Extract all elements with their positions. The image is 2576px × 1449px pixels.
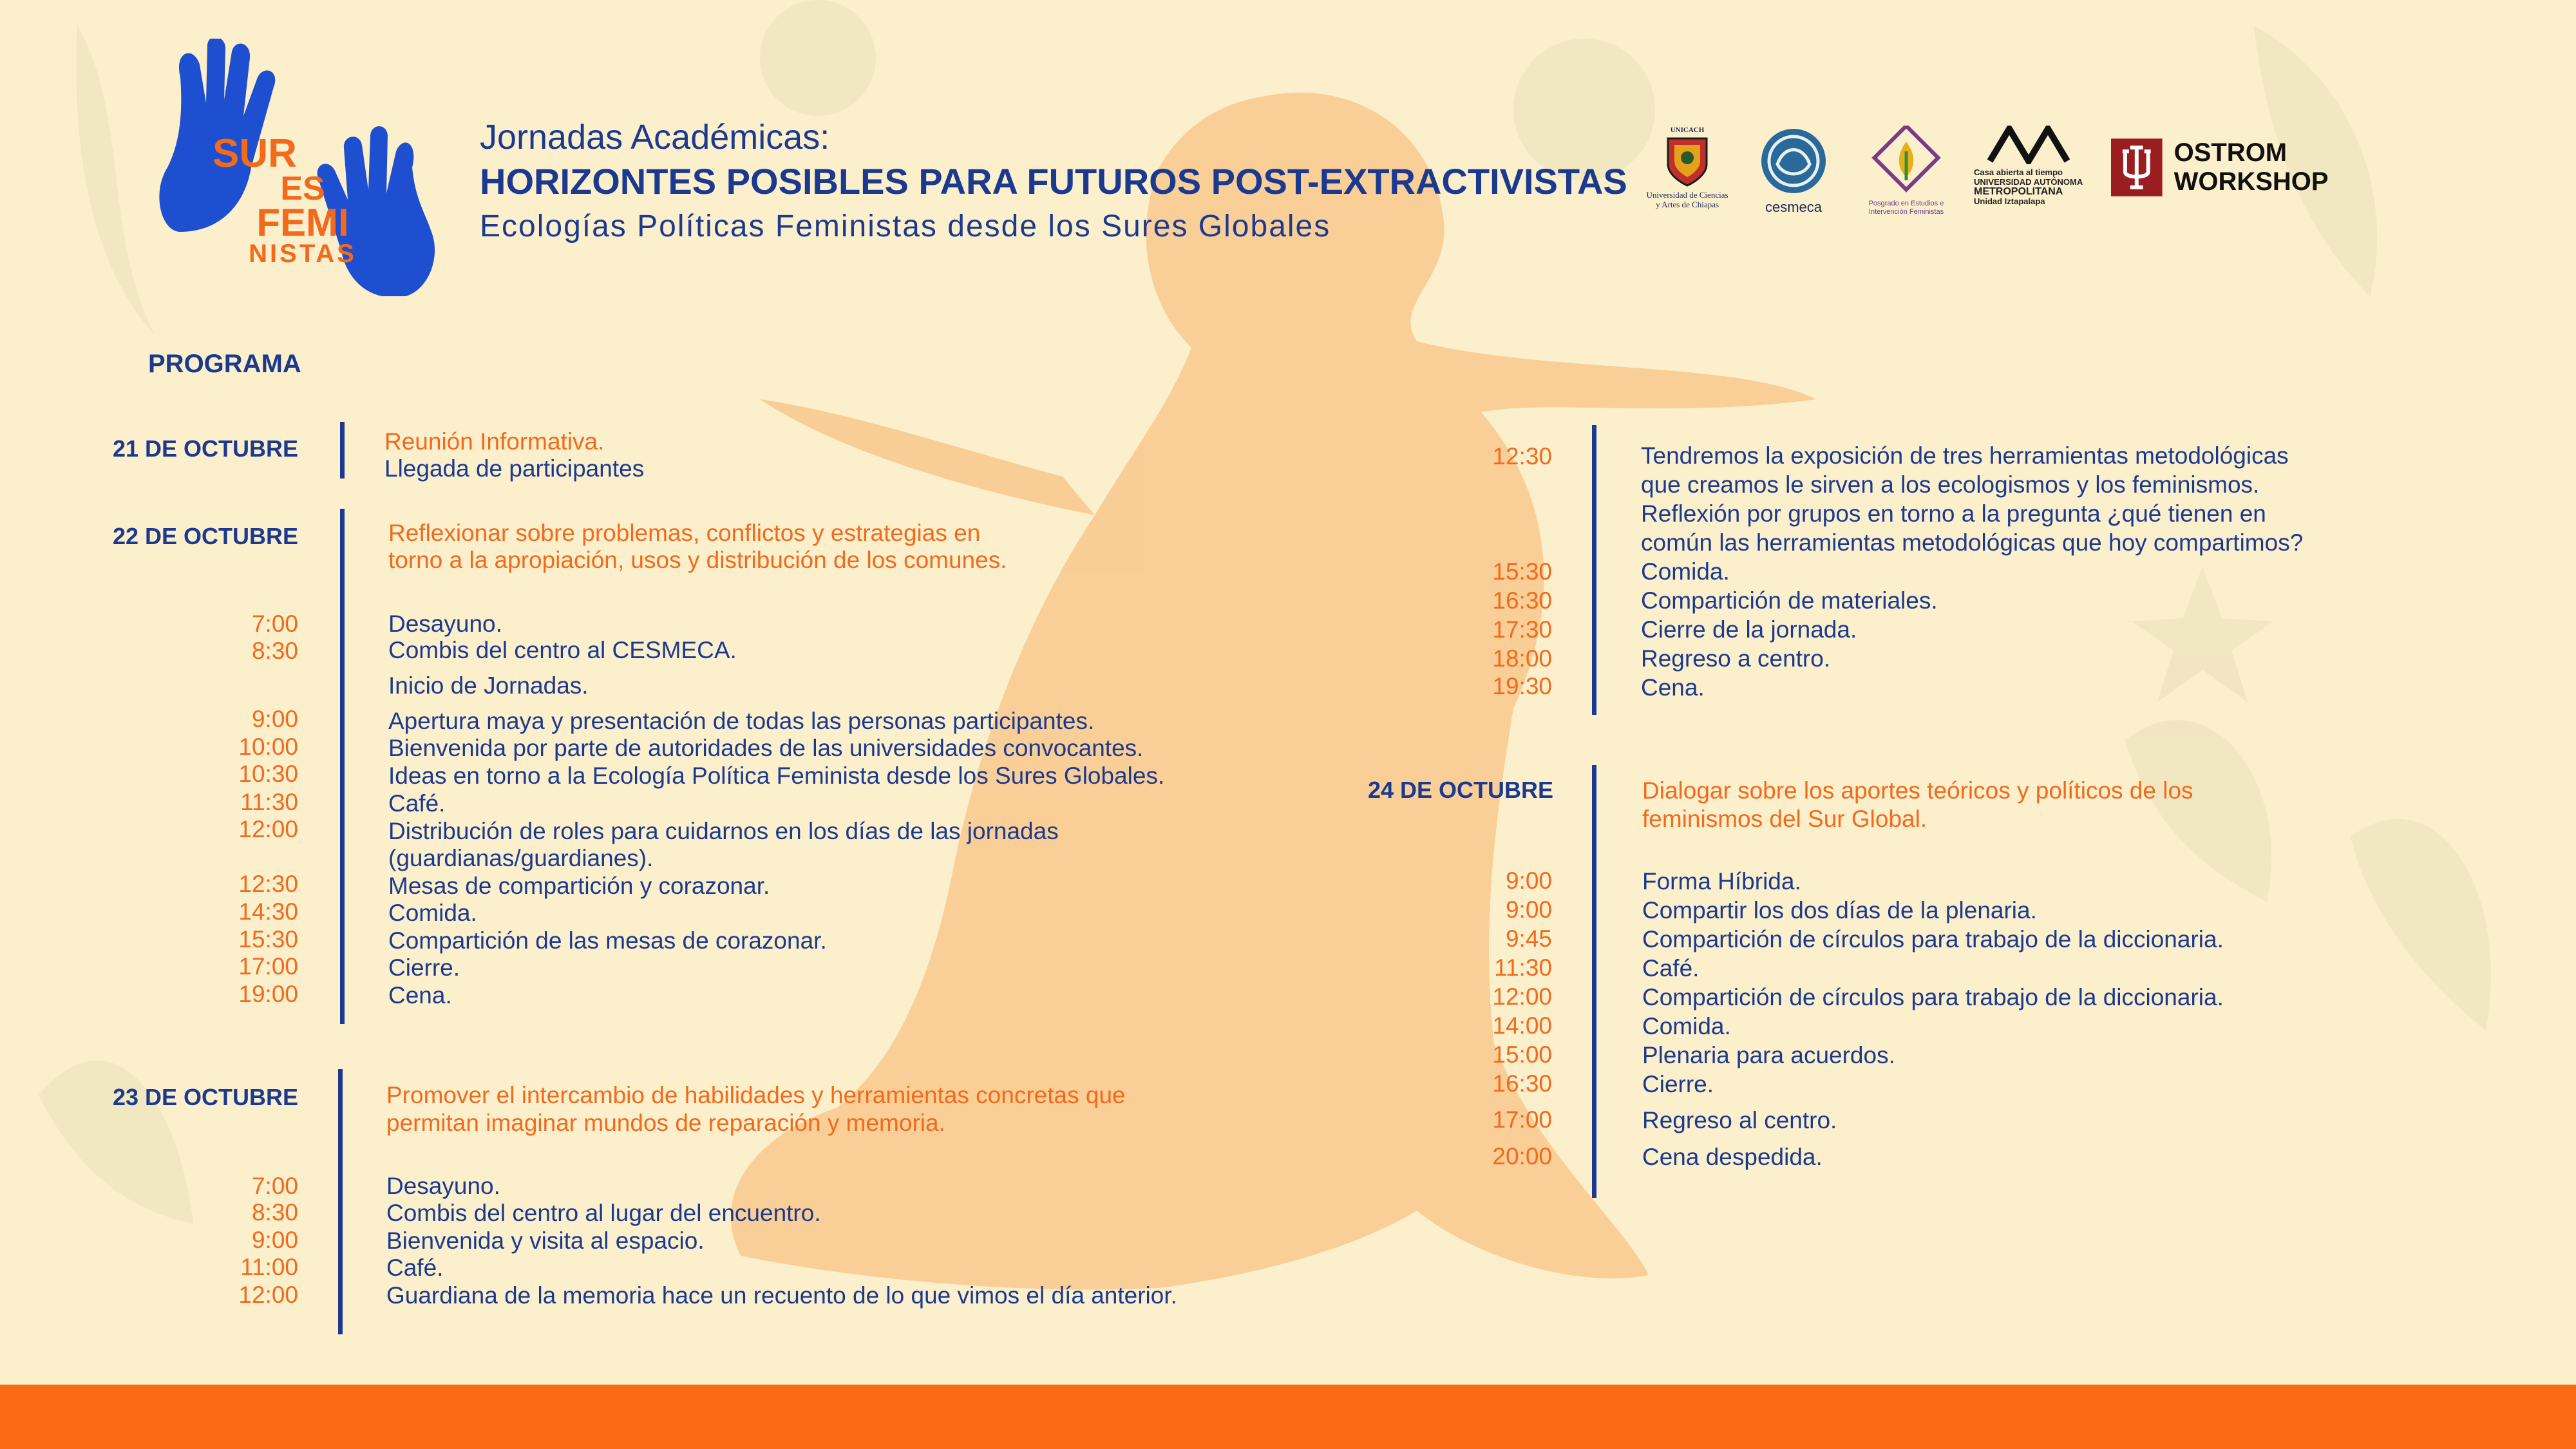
uam-logo: Casa abierta al tiempo UNIVERSIDAD AUTÓNOMA METROPOLITANA Unidad Iztapalapa bbox=[1974, 126, 2083, 206]
day23-activity: Compartición de materiales. bbox=[1641, 587, 1938, 614]
day23-activity: Guardiana de la memoria hace un recuento de lo que vimos el día anterior. bbox=[386, 1282, 1177, 1309]
day24-time: 16:30 bbox=[1492, 1070, 1552, 1097]
day24-time: 11:30 bbox=[1494, 954, 1552, 981]
day-divider-24 bbox=[1592, 765, 1596, 1198]
day22-activity: (guardianas/guardianes). bbox=[388, 845, 654, 871]
day24-activity: Café. bbox=[1642, 955, 1700, 981]
day22-activity: Cena. bbox=[388, 982, 452, 1009]
day24-time: 15:00 bbox=[1492, 1041, 1552, 1068]
day21-intro: Reunión Informativa. bbox=[384, 428, 605, 455]
day23-activity: Comida. bbox=[1641, 558, 1730, 585]
uam-emblem-icon bbox=[1987, 126, 2070, 164]
day-label-23: 23 DE OCTUBRE bbox=[112, 1084, 298, 1110]
day22-time: 12:00 bbox=[238, 816, 298, 842]
unicach-shield-icon bbox=[1665, 135, 1710, 187]
day22-time: 8:30 bbox=[251, 638, 298, 664]
day23-intro-2: permitan imaginar mundos de reparación y memoria. bbox=[386, 1110, 945, 1136]
day24-time: 20:00 bbox=[1492, 1143, 1552, 1170]
day24-activity: Plenaria para acuerdos. bbox=[1642, 1042, 1895, 1068]
day23-time: 15:30 bbox=[1492, 558, 1552, 585]
day23-continued-divider bbox=[1592, 425, 1596, 715]
day22-activity: Ideas en torno a la Ecología Política Feminista desde los Sures Globales. bbox=[388, 762, 1165, 789]
day22-activity: Compartición de las mesas de corazonar. bbox=[388, 927, 827, 954]
day24-time: 14:00 bbox=[1492, 1012, 1552, 1039]
day22-time: 11:30 bbox=[240, 789, 298, 815]
day22-activity: Desayuno. bbox=[388, 611, 502, 637]
day24-intro-2: feminismos del Sur Global. bbox=[1642, 806, 1927, 832]
day22-activity: Cierre. bbox=[388, 954, 460, 981]
day23-time: 12:00 bbox=[238, 1282, 298, 1308]
day22-time: 17:00 bbox=[238, 953, 298, 980]
unicach-logo: UNICACH Universidad de Ciencias y Artes de Chiapas bbox=[1646, 126, 1728, 209]
day23-activity: Desayuno. bbox=[386, 1173, 500, 1199]
footer-bar bbox=[0, 1385, 2576, 1449]
day24-activity: Comida. bbox=[1642, 1013, 1731, 1039]
day-divider-21 bbox=[340, 422, 345, 478]
day24-activity: Compartición de círculos para trabajo de la diccionaria. bbox=[1642, 984, 2224, 1010]
logo-line-1: SUR bbox=[213, 131, 297, 176]
programa-heading: PROGRAMA bbox=[148, 350, 301, 378]
cesmeca-logo: cesmeca bbox=[1748, 126, 1839, 215]
partner-logos bbox=[1636, 126, 2447, 229]
day-label-22: 22 DE OCTUBRE bbox=[112, 523, 298, 549]
day24-activity: Regreso al centro. bbox=[1642, 1107, 1837, 1133]
day23-activity: Tendremos la exposición de tres herramientas metodológicas bbox=[1641, 442, 2289, 469]
trident-icon bbox=[2111, 138, 2163, 196]
day24-time: 9:45 bbox=[1505, 925, 1552, 952]
subtitle: Ecologías Políticas Feministas desde los Sures Globales bbox=[480, 209, 1331, 243]
day22-activity: Combis del centro al CESMECA. bbox=[388, 637, 737, 663]
day23-activity: Regreso a centro. bbox=[1641, 645, 1831, 672]
ostrom-logo bbox=[2111, 138, 2447, 196]
day24-activity: Cierre. bbox=[1642, 1071, 1714, 1097]
day22-activity: Inicio de Jornadas. bbox=[388, 672, 589, 699]
ostrom-label: OSTROM WORKSHOP bbox=[2174, 138, 2329, 196]
day23-time: 18:00 bbox=[1492, 645, 1552, 672]
day23-time: 16:30 bbox=[1492, 587, 1552, 614]
day24-time: 9:00 bbox=[1505, 867, 1552, 894]
day24-time: 17:00 bbox=[1492, 1106, 1552, 1133]
day23-activity: común las herramientas metodológicas que hoy compartimos? bbox=[1641, 529, 2304, 556]
suresfeministas-logo bbox=[155, 39, 438, 296]
day22-intro-2: torno a la apropiación, usos y distribución de los comunes. bbox=[388, 547, 1007, 573]
day24-activity: Compartir los dos días de la plenaria. bbox=[1642, 897, 2037, 923]
header bbox=[480, 116, 1627, 249]
page-title: HORIZONTES POSIBLES PARA FUTUROS POST-EXTRACTIVISTAS bbox=[480, 161, 1627, 202]
day23-time: 19:30 bbox=[1492, 673, 1552, 699]
day23-activity: Cena. bbox=[1641, 674, 1705, 701]
day24-time: 9:00 bbox=[1505, 896, 1552, 923]
day22-activity: Apertura maya y presentación de todas las personas participantes. bbox=[388, 708, 1095, 734]
day23-activity: que creamos le sirven a los ecologismos y los feminismos. bbox=[1641, 471, 2260, 498]
day24-intro-1: Dialogar sobre los aportes teóricos y políticos de los bbox=[1642, 777, 2193, 804]
day23-time: 8:30 bbox=[251, 1199, 298, 1226]
day22-intro-1: Reflexionar sobre problemas, conflictos y estrategias en bbox=[388, 520, 981, 546]
day23-intro-1: Promover el intercambio de habilidades y herramientas concretas que bbox=[386, 1082, 1126, 1108]
day23-activity: Combis del centro al lugar del encuentro. bbox=[386, 1200, 821, 1226]
day22-time: 19:00 bbox=[238, 981, 298, 1007]
day23-time: 11:00 bbox=[240, 1254, 298, 1280]
posgrado-emblem-icon bbox=[1868, 126, 1945, 196]
day22-activity: Comida. bbox=[388, 900, 477, 926]
day23-activity: Reflexión por grupos en torno a la pregunta ¿qué tienen en bbox=[1641, 500, 2266, 527]
day22-time: 10:00 bbox=[238, 734, 298, 760]
day23-time: 12:30 bbox=[1492, 443, 1552, 469]
day22-time: 15:30 bbox=[238, 926, 298, 952]
day23-activity: Bienvenida y visita al espacio. bbox=[386, 1227, 705, 1254]
day22-activity: Bienvenida por parte de autoridades de las universidades convocantes. bbox=[388, 735, 1144, 761]
day23-time: 9:00 bbox=[251, 1227, 298, 1253]
day22-time: 10:30 bbox=[238, 761, 298, 787]
logo-line-3: FEMI bbox=[256, 201, 349, 244]
pre-title: Jornadas Académicas: bbox=[480, 118, 830, 156]
day-label-21: 21 DE OCTUBRE bbox=[112, 435, 298, 462]
day-divider-23 bbox=[338, 1069, 343, 1334]
day-divider-22 bbox=[340, 509, 345, 1024]
day22-time: 7:00 bbox=[251, 611, 298, 637]
posgrado-logo: Posgrado en Estudios e Intervención Feministas bbox=[1858, 126, 1955, 216]
day-label-24: 24 DE OCTUBRE bbox=[1367, 777, 1553, 803]
day23-time: 17:30 bbox=[1492, 616, 1552, 643]
day24-activity: Cena despedida. bbox=[1642, 1144, 1823, 1170]
day23-activity: Café. bbox=[386, 1255, 444, 1281]
day22-time: 9:00 bbox=[251, 706, 298, 732]
day22-activity: Mesas de compartición y corazonar. bbox=[388, 873, 770, 899]
logo-line-4: NISTAS bbox=[249, 240, 357, 268]
cesmeca-emblem-icon bbox=[1755, 126, 1832, 196]
day21-arrival: Llegada de participantes bbox=[384, 455, 645, 482]
day24-activity: Forma Híbrida. bbox=[1642, 868, 1801, 895]
day23-activity: Cierre de la jornada. bbox=[1641, 616, 1857, 643]
day22-activity: Distribución de roles para cuidarnos en los días de las jornadas bbox=[388, 818, 1059, 844]
day24-time: 12:00 bbox=[1492, 983, 1552, 1010]
day23-time: 7:00 bbox=[251, 1173, 298, 1199]
logo-line-2: ES bbox=[280, 170, 325, 207]
day22-activity: Café. bbox=[388, 790, 446, 817]
day22-time: 12:30 bbox=[238, 871, 298, 897]
day22-time: 14:30 bbox=[238, 898, 298, 925]
day24-activity: Compartición de círculos para trabajo de la diccionaria. bbox=[1642, 926, 2224, 952]
